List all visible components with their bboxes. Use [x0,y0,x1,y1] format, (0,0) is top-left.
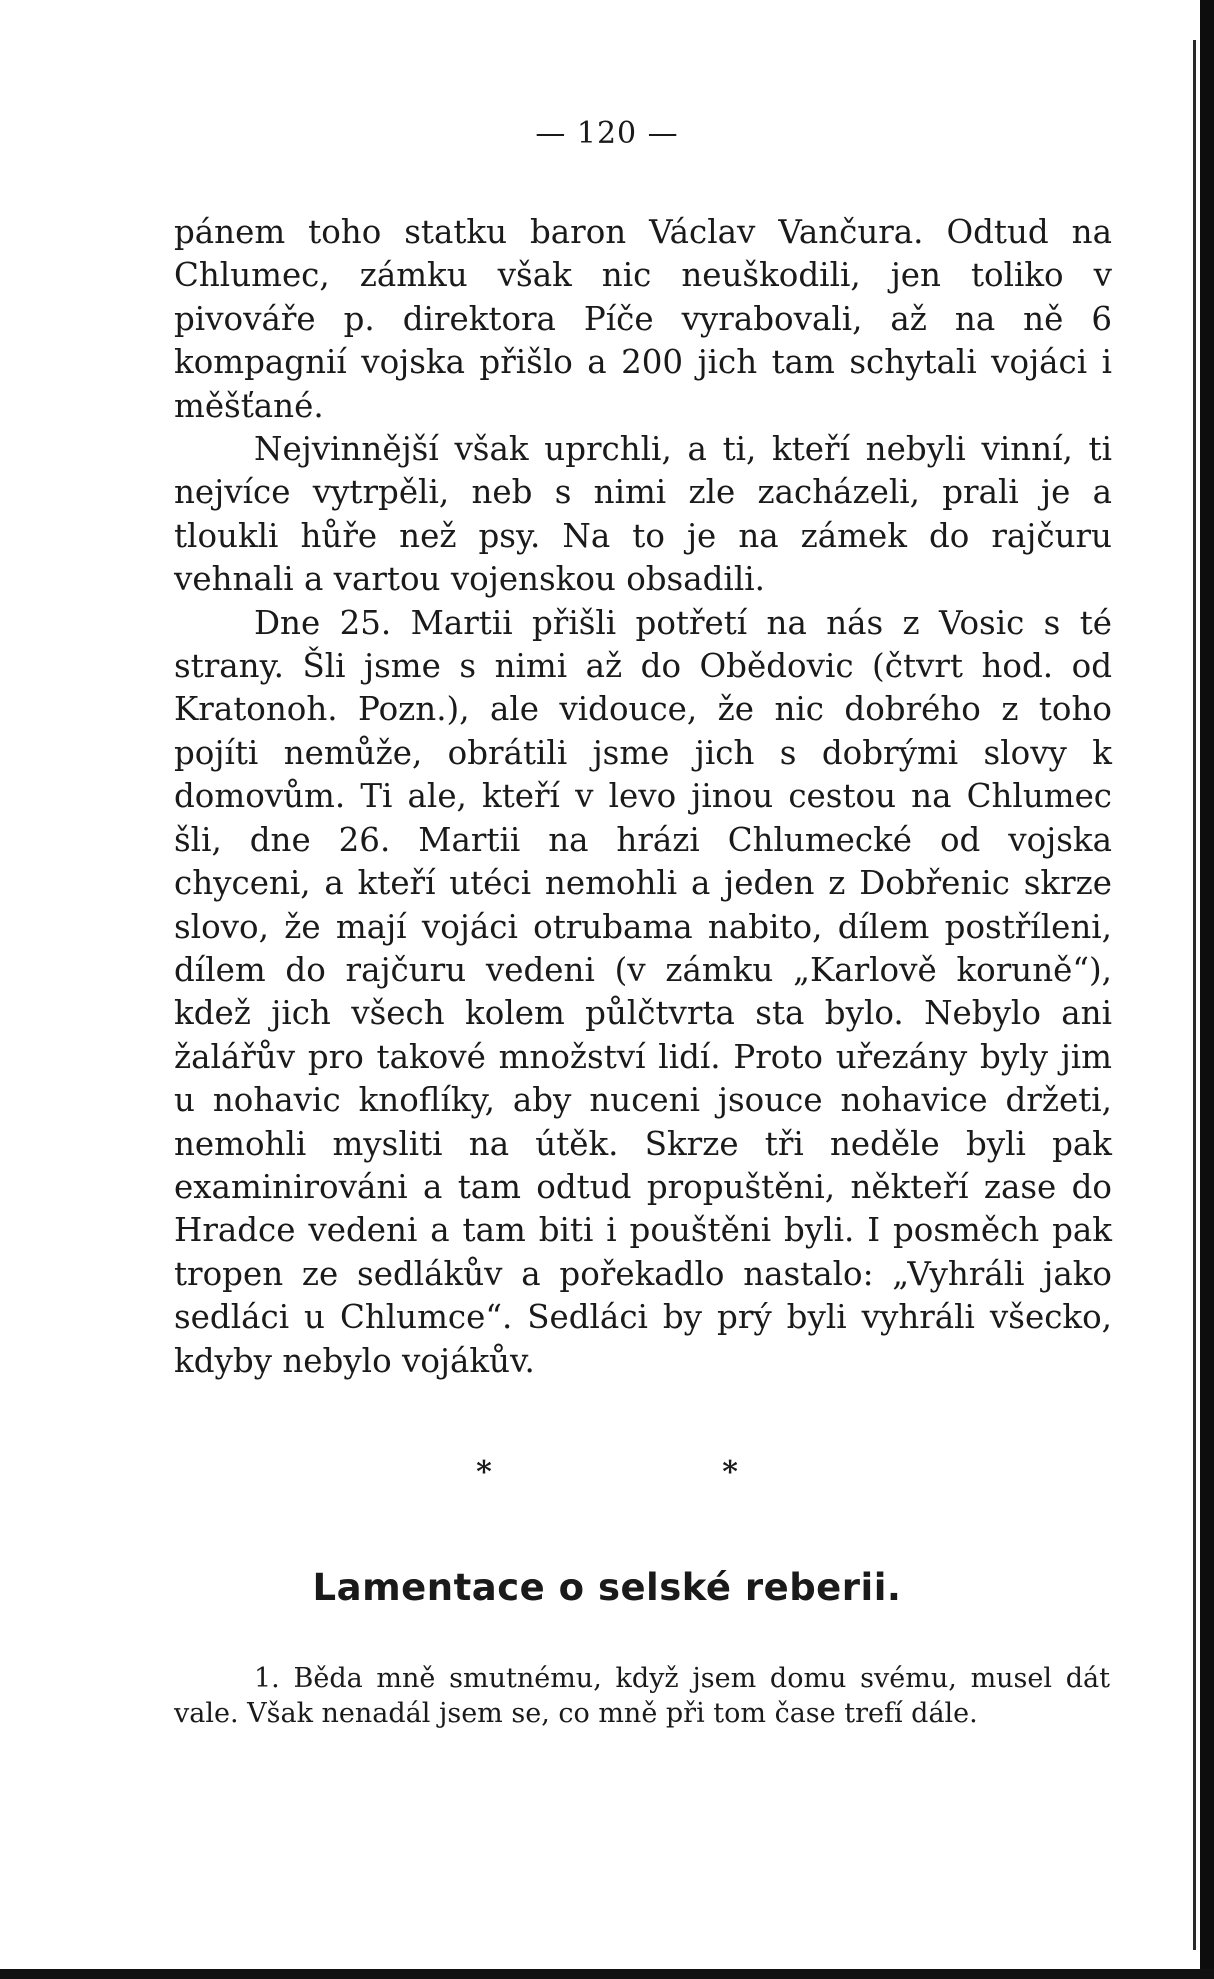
main-text [174,211,1112,1383]
paragraph: pánem toho statku baron Václav Vančura. Odtud na Chlumec, zámku však nic neuškodili, jen toliko v pivováře p. direktora Píče vyrabovali, až na ně 6 kompagnií vojska přišlo a 200 jich tam schytali vojáci i měšťané. [174,213,1112,425]
scan-border-right [1200,0,1214,1979]
section-heading: Lamentace o selské reberii. [312,1566,902,1609]
page-edge-shadow [1193,40,1196,1950]
scan-border-bottom [0,1969,1214,1979]
paragraph: Dne 25. Martii přišli potřetí na nás z Vosic s té strany. Šli jsme s nimi až do Obědovic (čtvrt hod. od Kratonoh. Pozn.), ale vidouce, že nic dobrého z toho pojíti nemůže, obrátili jsme jich s dobrými slovy k domovům. Ti ale, kteří v levo jinou cestou na Chlumec šli, dne 26. Martii na hrázi Chlumecké od vojska chyceni, a kteří utéci nemohli a jeden z Dobřenic skrze slovo, že mají vojáci otrubama nabito, dílem postříleni, dílem do rajčuru vedeni (v zámku „Karlově koruně“), kdež jich všech kolem půlčtvrta sta bylo. Nebylo ani žalářův pro takové množství lidí. Proto uřezány byly jim u nohavic knoflíky, aby nuceni jsouce nohavice držeti, nemohli mysliti na útěk. Skrze tři neděle byli pak examinirováni a tam odtud propuštěni, někteří zase do Hradce vedeni a tam biti i pouštěni byli. I posměch pak tropen ze sedlákův a pořekadlo nastalo: „Vyhráli jako sedláci u Chlumce“. Sedláci by prý byli vyhráli všecko, kdyby nebylo vojákův. [174,603,1112,1380]
verse-text [174,1662,1110,1731]
page-number: — 120 — [535,116,679,151]
verse-stanza: 1. Běda mně smutnému, když jsem domu svému, musel dát vale. Však nenadál jsem se, co mně při tom čase trefí dále. [174,1663,1110,1729]
paragraph: Nejvinnější však uprchli, a ti, kteří nebyli vinní, ti nejvíce vytrpěli, neb s nimi zle zacházeli, prali je a tloukli hůře než psy. Na to je na zámek do rajčuru vehnali a vartou vojenskou obsadili. [174,430,1112,599]
asterism-separator: * * [476,1455,848,1490]
